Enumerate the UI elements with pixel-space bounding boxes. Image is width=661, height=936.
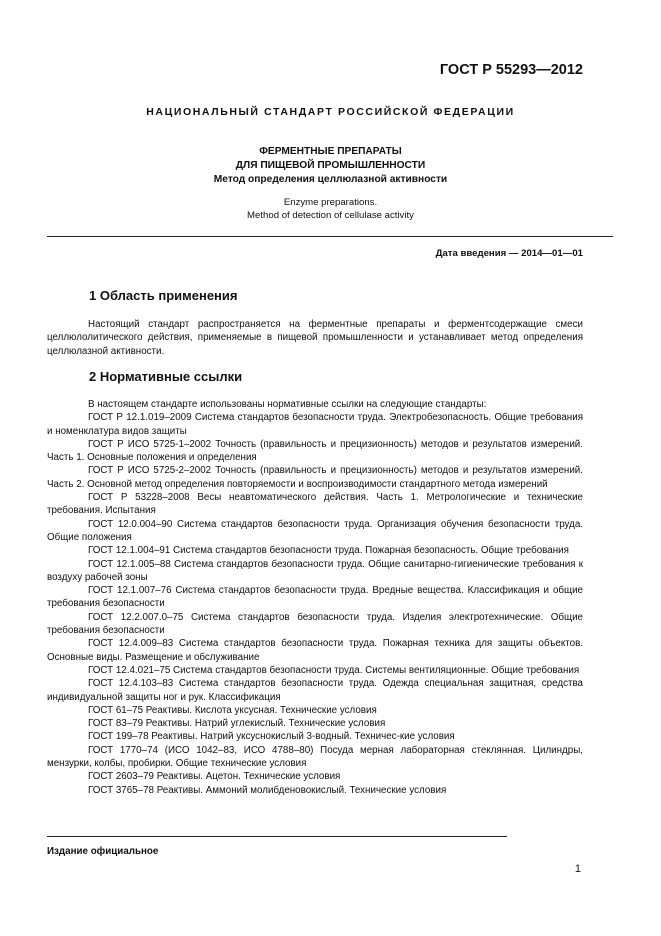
reference-item: ГОСТ 12.2.007.0–75 Система стандартов безопасности труда. Изделия электротехнические. Общие требования безопасности [47, 611, 583, 637]
section-2-body [47, 398, 583, 797]
title-ru-line-3: Метод определения целлюлазной активности [213, 174, 448, 185]
reference-item: ГОСТ Р 53228–2008 Весы неавтоматического действия. Часть 1. Метрологические и технические требования. Испытания [47, 492, 583, 517]
reference-item: ГОСТ 12.0.004–90 Система стандартов безопасности труда. Организация обучения безопасности труда. Общие положения [47, 518, 583, 543]
reference-item: ГОСТ 61–75 Реактивы. Кислота уксусная. Технические условия [88, 704, 377, 716]
reference-item: ГОСТ 12.1.004–91 Система стандартов безопасности труда. Пожарная безопасность. Общие требования [88, 545, 569, 557]
section-1-heading: 1 Область применения [89, 288, 238, 303]
reference-item: ГОСТ 12.1.005–88 Система стандартов безопасности труда. Общие санитарно-гигиенические требования к воздуху рабочей зоны [47, 558, 583, 583]
title-ru-line-2: ДЛЯ ПИЩЕВОЙ ПРОМЫШЛЕННОСТИ [235, 160, 426, 171]
section-1-body [47, 318, 583, 358]
footer-divider [47, 836, 507, 837]
section-2-intro: В настоящем стандарте использованы нормативные ссылки на следующие стандарты: [88, 399, 487, 410]
reference-item: ГОСТ 1770–74 (ИСО 1042–83, ИСО 4788–80) Посуда мерная лабораторная стеклянная. Цилиндры, мензурки, колбы, пробирки. Общие технические условия [47, 744, 583, 770]
title-ru-line-1: ФЕРМЕНТНЫЕ ПРЕПАРАТЫ [259, 146, 402, 157]
reference-item: ГОСТ 2603–79 Реактивы. Ацетон. Технические условия [88, 771, 341, 783]
reference-item: ГОСТ Р ИСО 5725-2–2002 Точность (правильность и прецизионность) методов и результатов измерений. Часть 2. Основной метод определения повторяемости и воспроизводимости стандартного метода измерений [47, 465, 583, 490]
reference-item: ГОСТ 12.4.103–83 Система стандартов безопасности труда. Одежда специальная защитная, средства индивидуальной защиты ног и рук. Классификация [47, 678, 583, 703]
section-2-heading: 2 Нормативные ссылки [89, 369, 243, 384]
reference-item: ГОСТ 12.4.009–83 Система стандартов безопасности труда. Пожарная техника для защиты объектов. Основные виды. Размещение и обслуживание [47, 638, 583, 663]
page-number: 1 [574, 863, 581, 875]
title-en-line-2: Method of detection of cellulase activity [247, 210, 414, 221]
reference-item: ГОСТ 3765–78 Реактивы. Аммоний молибденовокислый. Технические условия [88, 784, 447, 796]
standard-type-header: НАЦИОНАЛЬНЫЙ СТАНДАРТ РОССИЙСКОЙ ФЕДЕРАЦИИ [146, 106, 515, 118]
section-1-text: Настоящий стандарт распространяется на ферментные препараты и ферментсодержащие смеси целлюлолитического действия, применяемые в пищевой промышленности и устанавливает метод определения целлюлазной активности. [47, 319, 583, 357]
title-en-line-1: Enzyme preparations. [283, 197, 378, 208]
gost-number: ГОСТ Р 55293—2012 [439, 62, 583, 78]
official-edition-label: Издание официальное [47, 846, 159, 857]
reference-item: ГОСТ 83–79 Реактивы. Натрий углекислый. Технические условия [88, 718, 386, 730]
introduction-date: Дата введения — 2014—01—01 [435, 248, 583, 259]
reference-item: ГОСТ 12.4.021–75 Система стандартов безопасности труда. Системы вентиляционные. Общие требования [88, 664, 580, 676]
title-divider [47, 236, 613, 237]
reference-item: ГОСТ 12.1.007–76 Система стандартов безопасности труда. Вредные вещества. Классификация и общие требования безопасности [47, 585, 583, 610]
reference-item: ГОСТ Р ИСО 5725-1–2002 Точность (правильность и прецизионность) методов и результатов измерений. Часть 1. Основные положения и определения [47, 438, 583, 464]
reference-item: ГОСТ Р 12.1.019–2009 Система стандартов безопасности труда. Электробезопасность. Общие требования и номенклатура видов защиты [47, 412, 583, 437]
reference-item: ГОСТ 199–78 Реактивы. Натрий уксуснокислый 3-водный. Техничес-кие условия [88, 731, 455, 743]
